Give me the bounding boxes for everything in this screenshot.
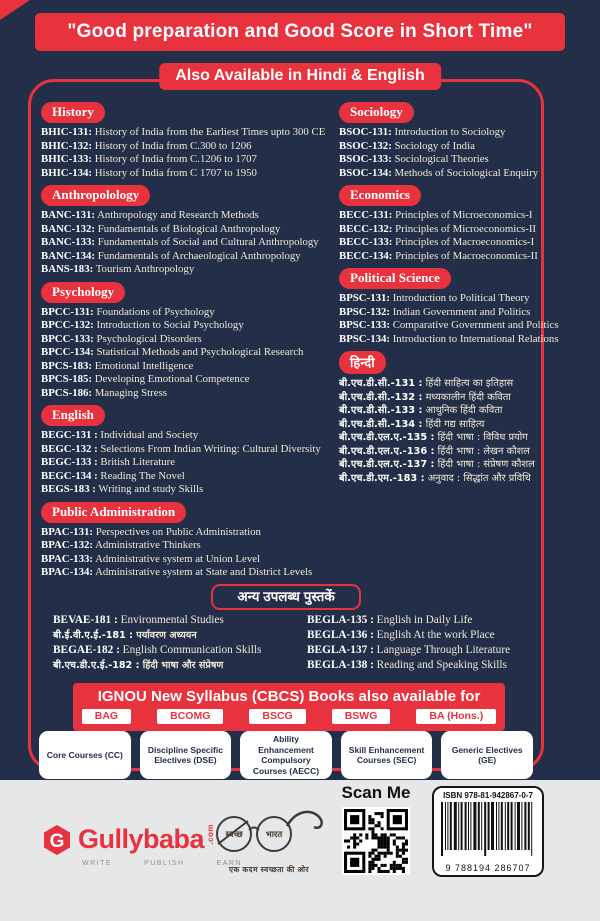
course-code: BANC-134:: [41, 249, 95, 262]
course-line: [41, 456, 343, 470]
course-title: आधुनिक हिंदी कविता: [425, 405, 503, 416]
course-code: BEGS-183 :: [41, 483, 96, 495]
course-list-panel: [28, 79, 559, 776]
course-line: [41, 126, 343, 140]
course-line: [41, 539, 343, 553]
course-line: [41, 526, 343, 540]
subject-section: [339, 351, 539, 485]
course-line: [41, 373, 343, 387]
course-title: Managing Stress: [94, 386, 167, 399]
course-title: History of India from C.1206 to 1707: [94, 153, 257, 165]
course-title: Methods of Sociological Enquiry: [394, 166, 539, 179]
course-title: Fundamentals of Social and Cultural Anthropology: [97, 236, 319, 248]
course-title: Principles of Microeconomics-II: [395, 222, 537, 235]
course-code: BHIC-132:: [41, 139, 92, 152]
course-code: BANC-133:: [41, 236, 95, 248]
quote-banner: "Good preparation and Good Score in Short Time": [35, 13, 565, 51]
course-title: हिंदी गद्य साहित्य: [425, 418, 485, 430]
course-title: Principles of Macroeconomics-I: [395, 236, 535, 248]
course-code: BPCS-183:: [41, 359, 92, 372]
course-code: BSOC-131:: [339, 126, 392, 138]
course-line: [41, 566, 343, 580]
course-code: BSOC-133:: [339, 153, 392, 165]
course-code: BPCS-185:: [41, 373, 92, 385]
program-chip: BSCG: [249, 709, 305, 724]
other-book-code: बी.ई.वी.ए.ई.-181 :: [53, 630, 133, 641]
course-line: [339, 377, 539, 391]
other-book-line: [307, 628, 529, 643]
barcode-bars: [438, 800, 538, 858]
subject-section: [41, 502, 343, 580]
subject-section: [41, 185, 343, 277]
other-book-code: BEGLA-135 :: [307, 614, 374, 626]
other-book-code: BEVAE-181 :: [53, 614, 118, 626]
right-column: [339, 102, 559, 490]
swachh-bharat-glasses-icon: [208, 806, 330, 858]
course-line: [339, 306, 539, 320]
course-title: Introduction to Political Theory: [392, 292, 530, 304]
other-books-right: [307, 613, 529, 673]
course-code: BPSC-131:: [339, 292, 390, 304]
course-code: BPCC-133:: [41, 332, 94, 345]
course-title: Selections From Indian Writing: Cultural Diversity: [100, 442, 321, 455]
course-code: बी.एच.डी.एम.-183 :: [339, 472, 425, 484]
course-title: हिंदी भाषा : संप्रेषण कौशल: [437, 459, 535, 470]
course-title: Fundamentals of Archaeological Anthropology: [97, 249, 301, 262]
course-line: [41, 236, 343, 250]
subject-course-list: [41, 429, 343, 497]
subject-header: Anthropolology: [41, 185, 150, 206]
availability-badge: Also Available in Hindi & English: [159, 63, 441, 90]
course-title: Principles of Microeconomics-I: [395, 209, 533, 221]
other-book-line: [307, 613, 529, 628]
footer: [0, 780, 600, 921]
course-line: [41, 306, 343, 320]
subject-header: हिन्दी: [339, 351, 386, 374]
program-chip: BAG: [82, 709, 131, 724]
publisher-tagline-word: PUBLISH: [144, 860, 185, 867]
course-title: Introduction to Sociology: [394, 126, 506, 138]
course-type-pill: Discipline Specific Electives (DSE): [140, 731, 232, 779]
course-title: Sociological Theories: [394, 153, 489, 165]
course-line: [339, 209, 539, 223]
course-title: History of India from C.300 to 1206: [94, 139, 252, 152]
subject-section: [41, 102, 343, 180]
subject-header: English: [41, 405, 105, 426]
course-line: [41, 209, 343, 223]
subject-section: [339, 102, 539, 180]
other-book-line: [53, 658, 307, 673]
course-code: BPCC-131:: [41, 305, 94, 318]
course-line: [41, 319, 343, 333]
course-code: BECC-132:: [339, 222, 393, 235]
cbcs-title: IGNOU New Syllabus (CBCS) Books also available for: [97, 688, 481, 705]
other-book-code: BEGLA-138 :: [307, 659, 374, 671]
subject-section: [339, 185, 539, 263]
course-line: [41, 470, 343, 484]
course-code: BEGC-132 :: [41, 442, 98, 455]
subject-header: Public Administration: [41, 502, 186, 523]
course-line: [339, 445, 539, 459]
svg-text:स्वच्छ: स्वच्छ: [225, 829, 243, 839]
course-title: हिंदी साहित्य का इतिहास: [425, 378, 514, 389]
other-book-title: Language Through Literature: [376, 644, 511, 656]
course-title: Psychological Disorders: [96, 332, 202, 345]
course-code: बी.एच.डी.एल.ए.-137 :: [339, 459, 435, 470]
course-line: [339, 391, 539, 405]
other-book-line: [307, 643, 529, 658]
course-code: बी.एच.डी.एल.ए.-135 :: [339, 432, 435, 443]
course-line: [339, 458, 539, 472]
other-book-title: हिंदी भाषा और संप्रेषण: [142, 660, 224, 671]
course-code: BEGC-131 :: [41, 429, 98, 441]
course-title: Comparative Government and Politics: [392, 319, 559, 331]
course-type-pill: Ability Enhancement Compulsory Courses (AECC): [240, 731, 332, 779]
course-code: BEGC-134 :: [41, 469, 98, 482]
course-code: BHIC-133:: [41, 153, 92, 165]
other-book-code: BEGLA-137 :: [307, 644, 374, 656]
isbn-barcode: [432, 786, 544, 877]
course-title: Statistical Methods and Psychological Research: [96, 346, 304, 358]
subject-header: History: [41, 102, 105, 123]
course-title: History of India from C 1707 to 1950: [94, 166, 257, 179]
svg-text:G: G: [49, 831, 65, 852]
other-books-left: [53, 613, 307, 673]
other-books-header-wrap: [31, 584, 541, 610]
course-title: Administrative Thinkers: [95, 539, 201, 551]
course-line: [41, 483, 343, 497]
course-title: Indian Government and Politics: [392, 305, 531, 318]
course-code: BECC-134:: [339, 249, 393, 262]
course-line: [41, 443, 343, 457]
course-line: [41, 263, 343, 277]
course-title: Developing Emotional Competence: [94, 373, 250, 385]
isbn-digits: 9 788194 286707: [445, 863, 531, 873]
course-code: बी.एच.डी.सी.-131 :: [339, 378, 423, 389]
course-line: [339, 223, 539, 237]
course-title: Tourism Anthropology: [95, 263, 195, 275]
course-title: Fundamentals of Biological Anthropology: [97, 222, 281, 235]
swachh-bharat-logo: [208, 806, 330, 875]
course-code: BANC-132:: [41, 222, 95, 235]
course-line: [339, 236, 539, 250]
course-title: हिंदी भाषा : लेखन कौशल: [437, 445, 530, 457]
course-line: [339, 332, 559, 347]
other-book-line: [53, 643, 307, 658]
course-code: BHIC-131:: [41, 126, 92, 138]
course-line: [41, 167, 343, 181]
course-code: BECC-133:: [339, 236, 393, 248]
publisher-tagline-word: EARN: [216, 860, 242, 867]
course-title: Foundations of Psychology: [96, 305, 215, 318]
course-title: British Literature: [100, 456, 176, 468]
subject-header: Economics: [339, 185, 421, 206]
svg-text:भारत: भारत: [265, 829, 283, 839]
cbcs-banner: [73, 683, 505, 731]
publisher-tagline-word: WRITE: [82, 860, 113, 867]
other-book-title: पर्यावरण अध्ययन: [136, 630, 197, 641]
course-code: BHIC-134:: [41, 166, 92, 179]
course-line: [339, 418, 539, 432]
course-title: Individual and Society: [100, 429, 199, 441]
course-code: BPSC-134:: [339, 332, 390, 345]
subject-course-list: [41, 306, 343, 401]
course-code: बी.एच.डी.सी.-134 :: [339, 418, 423, 430]
course-code: BPCS-186:: [41, 386, 92, 399]
course-line: [41, 333, 343, 347]
subject-header: Sociology: [339, 102, 414, 123]
course-line: [41, 140, 343, 154]
scan-me-label: Scan Me: [341, 783, 411, 802]
course-line: [339, 153, 539, 167]
course-line: [41, 250, 343, 264]
program-chip: BSWG: [332, 709, 391, 724]
left-column: [41, 102, 343, 585]
course-title: Introduction to Social Psychology: [96, 319, 244, 331]
course-code: BEGC-133 :: [41, 456, 98, 468]
course-title: अनुवाद : सिद्धांत और प्रविधि: [427, 472, 531, 484]
other-book-code: बी.एच.डी.ए.ई.-182 :: [53, 660, 140, 671]
other-book-title: English in Daily Life: [376, 614, 473, 626]
course-code: बी.एच.डी.सी.-133 :: [339, 405, 423, 416]
course-title: Principles of Macroeconomics-II: [395, 249, 538, 262]
course-line: [41, 346, 343, 360]
other-books-lists: [53, 613, 529, 673]
other-book-title: Environmental Studies: [120, 614, 224, 626]
course-title: Writing and study Skills: [98, 483, 204, 495]
course-code: BANS-183:: [41, 263, 94, 275]
course-title: हिंदी भाषा : विविध प्रयोग: [437, 432, 528, 443]
course-code: बी.एच.डी.एल.ए.-136 :: [339, 445, 435, 457]
subject-course-list: [339, 377, 539, 485]
other-book-title: English At the work Place: [376, 629, 495, 641]
course-title: Introduction to International Relations: [392, 332, 559, 345]
course-type-pill: Generic Electives (GE): [441, 731, 533, 779]
cbcs-programs: [73, 709, 505, 724]
course-type-pills: [39, 731, 533, 779]
course-line: [41, 153, 343, 167]
course-code: BPAC-133:: [41, 552, 93, 565]
other-book-title: Reading and Speaking Skills: [376, 659, 507, 671]
subject-section: [41, 282, 343, 401]
course-code: BSOC-132:: [339, 139, 392, 152]
other-books-header: अन्य उपलब्ध पुस्तकें: [211, 584, 360, 610]
course-title: Administrative system at Union Level: [95, 552, 261, 565]
publisher-logo-icon: [42, 824, 72, 856]
course-type-pill: Core Courses (CC): [39, 731, 131, 779]
course-line: [41, 387, 343, 401]
course-code: BPSC-132:: [339, 305, 390, 318]
course-title: Administrative system at State and District Levels: [95, 566, 313, 578]
subject-header: Political Science: [339, 268, 451, 289]
course-line: [41, 360, 343, 374]
course-code: BSOC-134:: [339, 166, 392, 179]
course-code: BPAC-134:: [41, 566, 93, 578]
course-line: [41, 223, 343, 237]
subject-header: Psychology: [41, 282, 125, 303]
other-book-title: English Communication Skills: [122, 644, 262, 656]
course-title: History of India from the Earliest Times upto 300 CE: [94, 126, 326, 138]
subject-course-list: [339, 126, 539, 180]
course-code: बी.एच.डी.सी.-132 :: [339, 391, 423, 403]
course-line: [339, 167, 539, 181]
course-line: [339, 472, 539, 486]
qr-code: [342, 807, 410, 875]
subject-course-list: [339, 209, 539, 263]
course-code: BPAC-131:: [41, 525, 93, 538]
course-line: [339, 319, 559, 333]
course-code: BPAC-132:: [41, 539, 93, 551]
course-title: Anthropology and Research Methods: [97, 209, 259, 221]
other-book-line: [53, 628, 307, 643]
other-book-code: BEGLA-136 :: [307, 629, 374, 641]
course-line: [339, 250, 539, 264]
corner-accent: [0, 0, 30, 20]
course-line: [339, 404, 539, 418]
course-code: BPCC-132:: [41, 319, 94, 331]
publisher-tld: .com: [206, 824, 216, 845]
course-line: [339, 431, 539, 445]
course-title: Perspectives on Public Administration: [95, 525, 261, 538]
swachh-tagline: एक कदम स्वच्छता की ओर: [228, 865, 310, 874]
scan-me-block: [336, 783, 416, 878]
course-line: [339, 292, 539, 306]
subject-course-list: [339, 292, 559, 346]
course-line: [41, 429, 343, 443]
course-title: Emotional Intelligence: [94, 359, 194, 372]
subject-section: [339, 268, 559, 346]
course-code: BPSC-133:: [339, 319, 390, 331]
other-book-code: BEGAE-182 :: [53, 644, 120, 656]
isbn-label: ISBN 978-81-942867-0-7: [443, 791, 533, 800]
subject-course-list: [41, 526, 343, 580]
program-chip: BCOMG: [157, 709, 223, 724]
course-type-pill: Skill Enhancement Courses (SEC): [341, 731, 433, 779]
other-book-line: [53, 613, 307, 628]
program-chip: BA (Hons.): [416, 709, 496, 724]
publisher-name: Gullybaba: [78, 824, 205, 854]
course-line: [339, 126, 539, 140]
course-code: BPCC-134:: [41, 346, 94, 358]
course-code: BECC-131:: [339, 209, 393, 221]
course-title: मध्यकालीन हिंदी कविता: [425, 391, 511, 403]
course-line: [41, 553, 343, 567]
subject-course-list: [41, 126, 343, 180]
course-line: [339, 140, 539, 154]
subject-course-list: [41, 209, 343, 277]
course-code: BANC-131:: [41, 209, 95, 221]
course-title: Reading The Novel: [100, 469, 185, 482]
subject-section: [41, 405, 343, 497]
other-book-line: [307, 658, 529, 673]
course-title: Sociology of India: [394, 139, 475, 152]
